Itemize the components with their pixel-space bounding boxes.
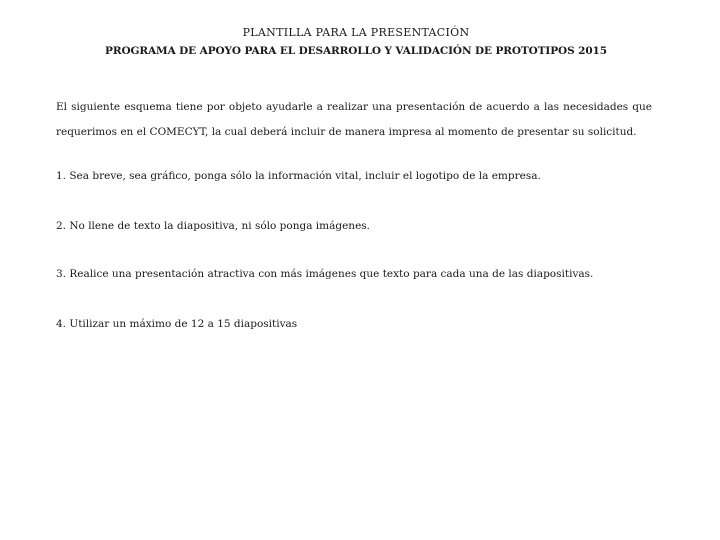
document-subtitle: PROGRAMA DE APOYO PARA EL DESARROLLO Y VALIDACIÓN DE PROTOTIPOS 2015 [105, 45, 607, 57]
document-title: PLANTILLA PARA LA PRESENTACIÓN [242, 26, 470, 39]
intro-paragraph: El siguiente esquema tiene por objeto ayudarle a realizar una presentación de acuerdo a las necesidades que requerimos en el COMECYT, la cual deberá incluir de manera impresa al momento de presentar su solicitud. [56, 101, 652, 138]
instruction-item-3: 3. Realice una presentación atractiva con más imágenes que texto para cada una de las diapositivas. [56, 268, 594, 280]
instruction-item-1: 1. Sea breve, sea gráfico, ponga sólo la información vital, incluir el logotipo de la empresa. [56, 170, 541, 182]
instruction-item-2: 2. No llene de texto la diapositiva, ni sólo ponga imágenes. [56, 220, 371, 232]
instruction-item-4: 4. Utilizar un máximo de 12 a 15 diapositivas [56, 318, 298, 330]
